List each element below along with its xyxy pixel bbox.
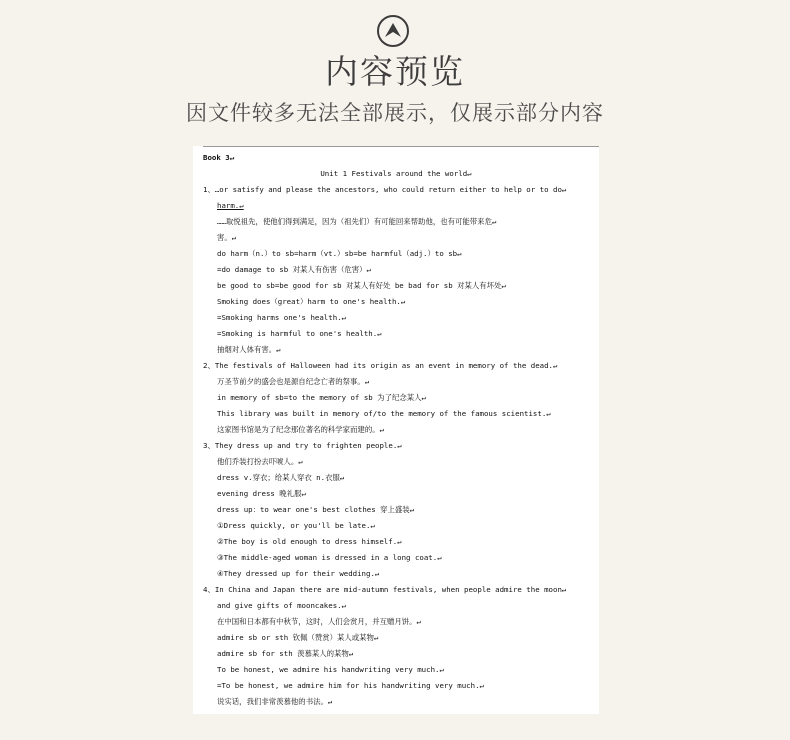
doc-line: do harm（n.）to sb=harm（vt.）sb=be harmful（adj.）to sb↵ [217, 249, 462, 258]
doc-line: =Smoking harms one's health.↵ [217, 313, 347, 322]
doc-line: dress v.穿衣；给某人穿衣 n.衣服↵ [217, 473, 345, 482]
book-label: Book 3↵ [203, 153, 235, 162]
doc-line: 抽烟对人体有害。↵ [217, 345, 281, 354]
header-rule [203, 146, 599, 147]
unit-title: Unit 1 Festivals around the world↵ [320, 169, 472, 178]
doc-line: be good to sb=be good for sb 对某人有好处 be bad for sb 对某人有坏处↵ [217, 281, 506, 290]
doc-line: 万圣节前夕的盛会也是源自纪念亡者的祭事。↵ [217, 377, 370, 386]
doc-line: and give gifts of mooncakes.↵ [217, 601, 347, 610]
doc-line: ……取悦祖先，使他们得到满足，因为（祖先们）有可能回来帮助他，也有可能带来危↵ [217, 217, 497, 226]
doc-line: =Smoking is harmful to one's health.↵ [217, 329, 382, 338]
doc-line: 3、They dress up and try to frighten people.↵ [203, 441, 402, 450]
doc-line: =do damage to sb 对某人有伤害（危害）↵ [217, 265, 371, 274]
doc-line: 这家图书馆是为了纪念那位著名的科学家而建的。↵ [217, 425, 385, 434]
doc-line: harm.↵ [217, 201, 244, 210]
document-preview [193, 146, 599, 714]
doc-line: 在中国和日本都有中秋节，这时，人们会赏月，并互赠月饼。↵ [217, 617, 421, 626]
doc-line: 1、…or satisfy and please the ancestors, who could return either to help or to do↵ [203, 185, 567, 194]
doc-line: admire sb for sth 羡慕某人的某物↵ [217, 649, 354, 658]
doc-line: ④They dressed up for their wedding.↵ [217, 569, 380, 578]
page-title: 内容预览 [325, 52, 465, 91]
doc-line: ①Dress quickly, or you'll be late.↵ [217, 521, 375, 530]
doc-line: 害。↵ [217, 233, 237, 242]
doc-line: in memory of sb=to the memory of sb 为了纪念某人↵ [217, 393, 426, 402]
mountain-circle-icon [376, 14, 410, 48]
doc-line: To be honest, we admire his handwriting very much.↵ [217, 665, 444, 674]
doc-line: ②The boy is old enough to dress himself.↵ [217, 537, 402, 546]
doc-line: =To be honest, we admire him for his handwriting very much.↵ [217, 681, 484, 690]
doc-line: 2、The festivals of Halloween had its origin as an event in memory of the dead.↵ [203, 361, 558, 370]
doc-line: dress up：to wear one's best clothes 穿上盛装↵ [217, 505, 415, 514]
doc-line: 他们乔装打扮去吓唬人。↵ [217, 457, 303, 466]
doc-line: 4、In China and Japan there are mid-autumn festivals, when people admire the moon↵ [203, 585, 567, 594]
doc-line: ③The middle-aged woman is dressed in a long coat.↵ [217, 553, 442, 562]
doc-line: This library was built in memory of/to the memory of the famous scientist.↵ [217, 409, 551, 418]
doc-line: admire sb or sth 钦佩（赞赏）某人或某物↵ [217, 633, 379, 642]
doc-line: Smoking does（great）harm to one's health.↵ [217, 297, 406, 306]
doc-line: evening dress 晚礼服↵ [217, 489, 306, 498]
doc-line: 说实话，我们非常羡慕他的书法。↵ [217, 697, 333, 706]
page-subtitle: 因文件较多无法全部展示，仅展示部分内容 [186, 101, 604, 125]
